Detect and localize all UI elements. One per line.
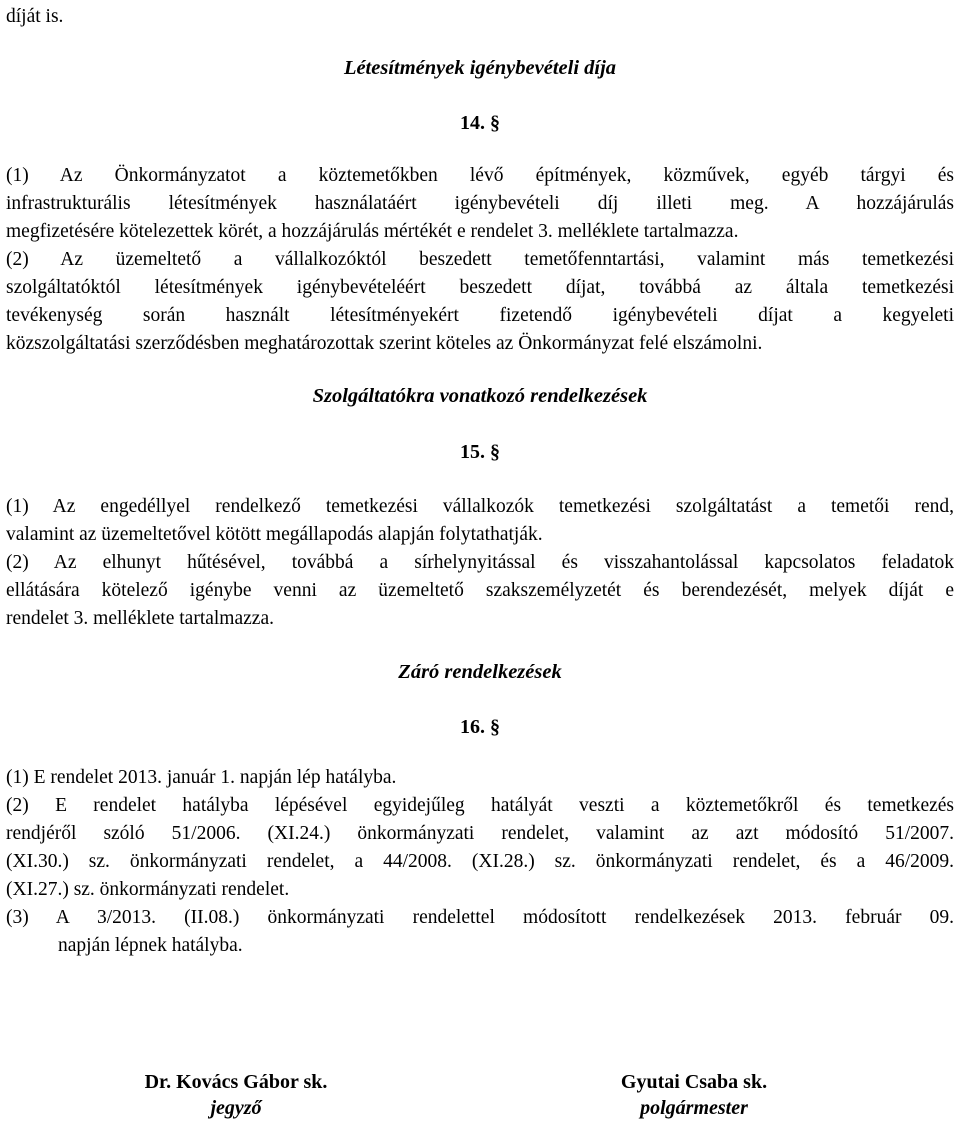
text-line: (XI.30.) sz. önkormányzati rendelet, a 44/2008. (XI.28.) sz. önkormányzati rendelet, és a 46/2009.: [6, 851, 954, 872]
text-line: rendjéről szóló 51/2006. (XI.24.) önkormányzati rendelet, valamint az azt módosító 51/2007.: [6, 823, 954, 844]
text-line: napján lépnek hatályba.: [58, 935, 243, 956]
signature-name: Dr. Kovács Gábor sk.: [144, 1071, 328, 1093]
text-line: infrastrukturális létesítmények használatáért igénybevételi díj illeti meg. A hozzájárulás: [6, 193, 954, 214]
section-title-16: Záró rendelkezések: [398, 661, 562, 683]
text-line: ellátására kötelező igénybe venni az üzemeltető szakszemélyzetét és berendezését, melyek díját e: [6, 580, 954, 601]
text-line: közszolgáltatási szerződésben meghatározottak szerint köteles az Önkormányzat felé elszámolni.: [6, 333, 763, 354]
paragraph-number-16: 16. §: [460, 716, 500, 738]
text-line: (2) E rendelet hatályba lépésével egyidejűleg hatályát veszti a köztemetőkről és temetkezés: [6, 795, 954, 816]
signature-role: polgármester: [640, 1097, 748, 1119]
signature-left: [96, 1069, 376, 1121]
text-line: (1) Az Önkormányzatot a köztemetőkben lévő építmények, közművek, egyéb tárgyi és: [6, 165, 954, 186]
signature-role: jegyző: [210, 1097, 262, 1119]
text-line: (2) Az üzemeltető a vállalkozóktól beszedett temetőfenntartási, valamint más temetkezési: [6, 249, 954, 270]
text-line: rendelet 3. melléklete tartalmazza.: [6, 608, 274, 629]
text-line: szolgáltatóktól létesítmények igénybevételéért beszedett díjat, továbbá az általa temetkezési: [6, 277, 954, 298]
text-line: (3) A 3/2013. (II.08.) önkormányzati rendelettel módosított rendelkezések 2013. február 09.: [6, 907, 954, 928]
section-title-14: Létesítmények igénybevételi díja: [343, 57, 617, 79]
text-line: (1) E rendelet 2013. január 1. napján lép hatályba.: [6, 767, 397, 788]
text-line: (XI.27.) sz. önkormányzati rendelet.: [6, 879, 290, 900]
paragraph-number-14: 14. §: [460, 112, 500, 134]
section-title-15: Szolgáltatókra vonatkozó rendelkezések: [312, 385, 648, 407]
paragraph-number-15: 15. §: [460, 441, 500, 463]
text-line: (1) Az engedéllyel rendelkező temetkezési vállalkozók temetkezési szolgáltatást a temetői rend,: [6, 496, 954, 517]
text-line: tevékenység során használt létesítményekért fizetendő igénybevételi díjat a kegyeleti: [6, 305, 954, 326]
text-line: valamint az üzemeltetővel kötött megállapodás alapján folytathatják.: [6, 524, 543, 545]
text-line: (2) Az elhunyt hűtésével, továbbá a sírhelynyitással és visszahantolással kapcsolatos feladatok: [6, 552, 954, 573]
signature-right: [554, 1069, 834, 1121]
text-line: díját is.: [6, 6, 64, 27]
signature-name: Gyutai Csaba sk.: [620, 1071, 768, 1093]
text-line: megfizetésére kötelezettek körét, a hozzájárulás mértékét e rendelet 3. melléklete tartalmazza.: [6, 221, 739, 242]
